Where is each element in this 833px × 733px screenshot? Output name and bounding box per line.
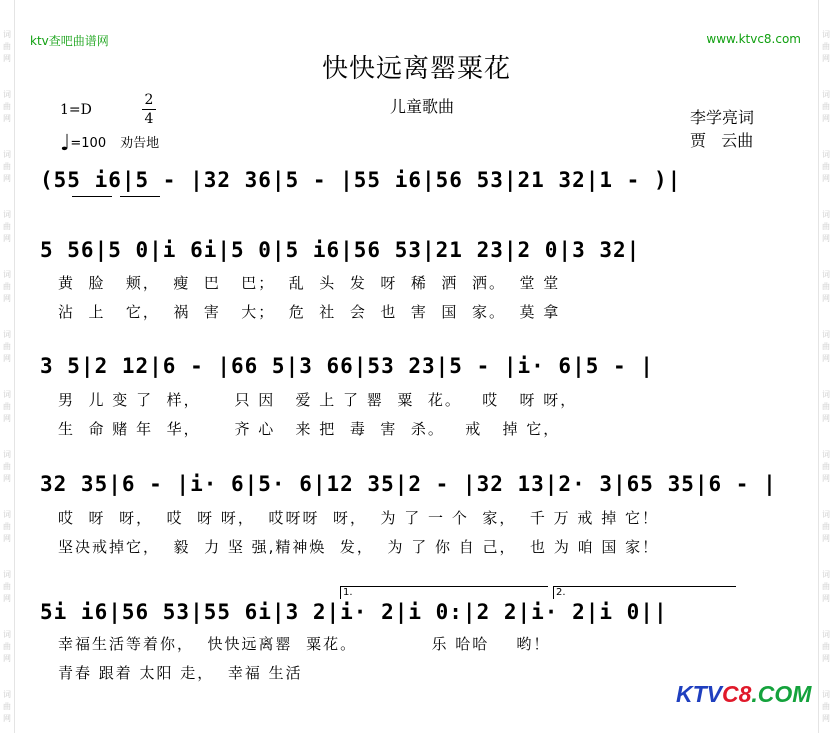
watermark-glyph: 曲 [3, 522, 11, 531]
watermark-glyph: 网 [3, 174, 11, 183]
right-watermark-strip [818, 0, 833, 733]
logo-part-com: .COM [751, 681, 812, 707]
score-row-4 [40, 600, 800, 630]
site-name-left: ktv查吧曲谱网 [30, 34, 109, 48]
watermark-glyph: 网 [3, 294, 11, 303]
watermark-glyph: 词 [3, 510, 11, 519]
watermark-glyph: 曲 [822, 42, 830, 51]
score-row-intro [40, 168, 800, 198]
watermark-glyph: 网 [3, 714, 11, 723]
composer: 贾 云曲 [690, 131, 754, 150]
watermark-glyph: 曲 [822, 162, 830, 171]
watermark-glyph: 词 [822, 570, 830, 579]
watermark-glyph: 词 [3, 270, 11, 279]
time-bottom: 4 [144, 111, 154, 127]
watermark-glyph: 曲 [822, 702, 830, 711]
score-row-2 [40, 354, 800, 384]
watermark-glyph: 词 [3, 630, 11, 639]
watermark-glyph: 曲 [3, 642, 11, 651]
watermark-glyph: 网 [822, 474, 830, 483]
watermark-glyph: 词 [3, 330, 11, 339]
watermark-glyph: 网 [822, 534, 830, 543]
watermark-glyph: 网 [3, 534, 11, 543]
watermark-glyph: 曲 [3, 702, 11, 711]
watermark-glyph: 网 [3, 594, 11, 603]
lyricist: 李学亮词 [690, 108, 755, 127]
watermark-glyph: 词 [822, 270, 830, 279]
score-row-3 [40, 472, 800, 502]
volta-1: 1. [340, 586, 548, 599]
lyric-verse-2: 青春 跟着 太阳 走， 幸福 生活 [58, 664, 303, 682]
left-watermark-strip [0, 0, 15, 733]
time-divider [142, 109, 156, 110]
watermark-glyph: 网 [822, 654, 830, 663]
watermark-glyph: 网 [822, 174, 830, 183]
notation-line: 5i i6|56 53|55 6i|3 2|i· 2|i 0:|2 2|i· 2|i 0|| [40, 600, 668, 624]
lyric-verse-2: 坚决戒掉它， 毅 力 坚 强,精神焕 发， 为 了 你 自 己， 也 为 咱 国 家！ [58, 538, 660, 556]
lyric-verse-1: 幸福生活等着你， 快快远离罂 粟花。 乐 哈哈 哟！ [58, 635, 551, 653]
song-subtitle: 儿童歌曲 [390, 97, 455, 116]
logo-part-ktv: KTV [676, 681, 722, 707]
watermark-glyph: 网 [3, 54, 11, 63]
watermark-glyph: 曲 [822, 582, 830, 591]
watermark-glyph: 词 [3, 90, 11, 99]
watermark-glyph: 网 [822, 354, 830, 363]
watermark-glyph: 曲 [3, 222, 11, 231]
watermark-glyph: 网 [822, 714, 830, 723]
watermark-glyph: 网 [822, 294, 830, 303]
logo-part-c8: C8 [722, 681, 752, 707]
watermark-glyph: 曲 [3, 402, 11, 411]
notation-line: 3 5|2 12|6 - |66 5|3 66|53 23|5 - |i· 6|5 - | [40, 354, 654, 378]
lyric-verse-1: 男 儿 变 了 样， 只 因 爱 上 了 罂 粟 花。 哎 呀 呀， [58, 391, 578, 409]
watermark-glyph: 词 [3, 570, 11, 579]
notation-line: 5 56|5 0|i 6i|5 0|5 i6|56 53|21 23|2 0|3 32| [40, 238, 641, 262]
watermark-glyph: 曲 [822, 342, 830, 351]
watermark-glyph: 曲 [3, 582, 11, 591]
expression-mark: 劝告地 [120, 136, 160, 151]
tempo-marking [60, 131, 159, 156]
watermark-glyph: 曲 [3, 102, 11, 111]
song-title: 快快远离罂粟花 [321, 54, 511, 84]
watermark-glyph: 曲 [3, 342, 11, 351]
watermark-glyph: 词 [822, 150, 830, 159]
watermark-glyph: 词 [3, 390, 11, 399]
watermark-glyph: 词 [822, 630, 830, 639]
watermark-glyph: 词 [822, 390, 830, 399]
notation-line: 32 35|6 - |i· 6|5· 6|12 35|2 - |32 13|2· 3|65 35|6 - | [40, 472, 777, 496]
tempo-value: =100 [70, 136, 107, 151]
notation-line: (55 i6|5 - |32 36|5 - |55 i6|56 53|21 32|1 - )| [40, 168, 682, 192]
site-url-right: www.ktvc8.com [706, 32, 801, 46]
quarter-note-icon: ♩ [60, 131, 71, 156]
watermark-glyph: 曲 [3, 162, 11, 171]
watermark-glyph: 词 [822, 30, 830, 39]
watermark-glyph: 词 [3, 210, 11, 219]
volta-2: 2. [553, 586, 736, 599]
watermark-glyph: 曲 [822, 402, 830, 411]
watermark-glyph: 网 [3, 114, 11, 123]
watermark-glyph: 曲 [822, 282, 830, 291]
watermark-glyph: 词 [822, 450, 830, 459]
watermark-glyph: 网 [3, 474, 11, 483]
watermark-glyph: 曲 [822, 102, 830, 111]
watermark-glyph: 词 [3, 30, 11, 39]
key-signature: 1=D [60, 102, 92, 118]
credits [690, 106, 754, 152]
watermark-glyph: 网 [3, 234, 11, 243]
watermark-glyph: 词 [3, 450, 11, 459]
watermark-glyph: 曲 [822, 522, 830, 531]
watermark-glyph: 词 [3, 150, 11, 159]
watermark-glyph: 曲 [822, 642, 830, 651]
beam [120, 196, 160, 197]
watermark-glyph: 曲 [822, 462, 830, 471]
watermark-glyph: 词 [822, 330, 830, 339]
watermark-glyph: 网 [822, 234, 830, 243]
beam [72, 196, 112, 197]
watermark-glyph: 词 [822, 210, 830, 219]
watermark-glyph: 曲 [3, 282, 11, 291]
score-row-1 [40, 238, 800, 268]
ktvc8-logo [676, 681, 811, 708]
watermark-glyph: 词 [822, 510, 830, 519]
time-top: 2 [144, 92, 154, 108]
watermark-glyph: 词 [822, 90, 830, 99]
watermark-glyph: 网 [822, 594, 830, 603]
watermark-glyph: 网 [822, 114, 830, 123]
watermark-glyph: 网 [3, 654, 11, 663]
watermark-glyph: 词 [3, 690, 11, 699]
watermark-glyph: 网 [822, 414, 830, 423]
watermark-glyph: 网 [3, 414, 11, 423]
lyric-verse-2: 生 命 赌 年 华， 齐 心 来 把 毒 害 杀。 戒 掉 它， [58, 420, 561, 438]
watermark-glyph: 网 [822, 54, 830, 63]
watermark-glyph: 词 [822, 690, 830, 699]
watermark-glyph: 网 [3, 354, 11, 363]
watermark-glyph: 曲 [3, 42, 11, 51]
time-signature [142, 92, 156, 127]
lyric-verse-1: 黄 脸 颊， 瘦 巴 巴； 乱 头 发 呀 稀 洒 洒。 堂 堂 [58, 274, 561, 292]
lyric-verse-1: 哎 呀 呀， 哎 呀 呀， 哎呀呀 呀， 为 了 一 个 家， 千 万 戒 掉 它！ [58, 509, 659, 527]
watermark-glyph: 曲 [822, 222, 830, 231]
watermark-glyph: 曲 [3, 462, 11, 471]
lyric-verse-2: 沾 上 它， 祸 害 大； 危 社 会 也 害 国 家。 莫 拿 [58, 303, 561, 321]
